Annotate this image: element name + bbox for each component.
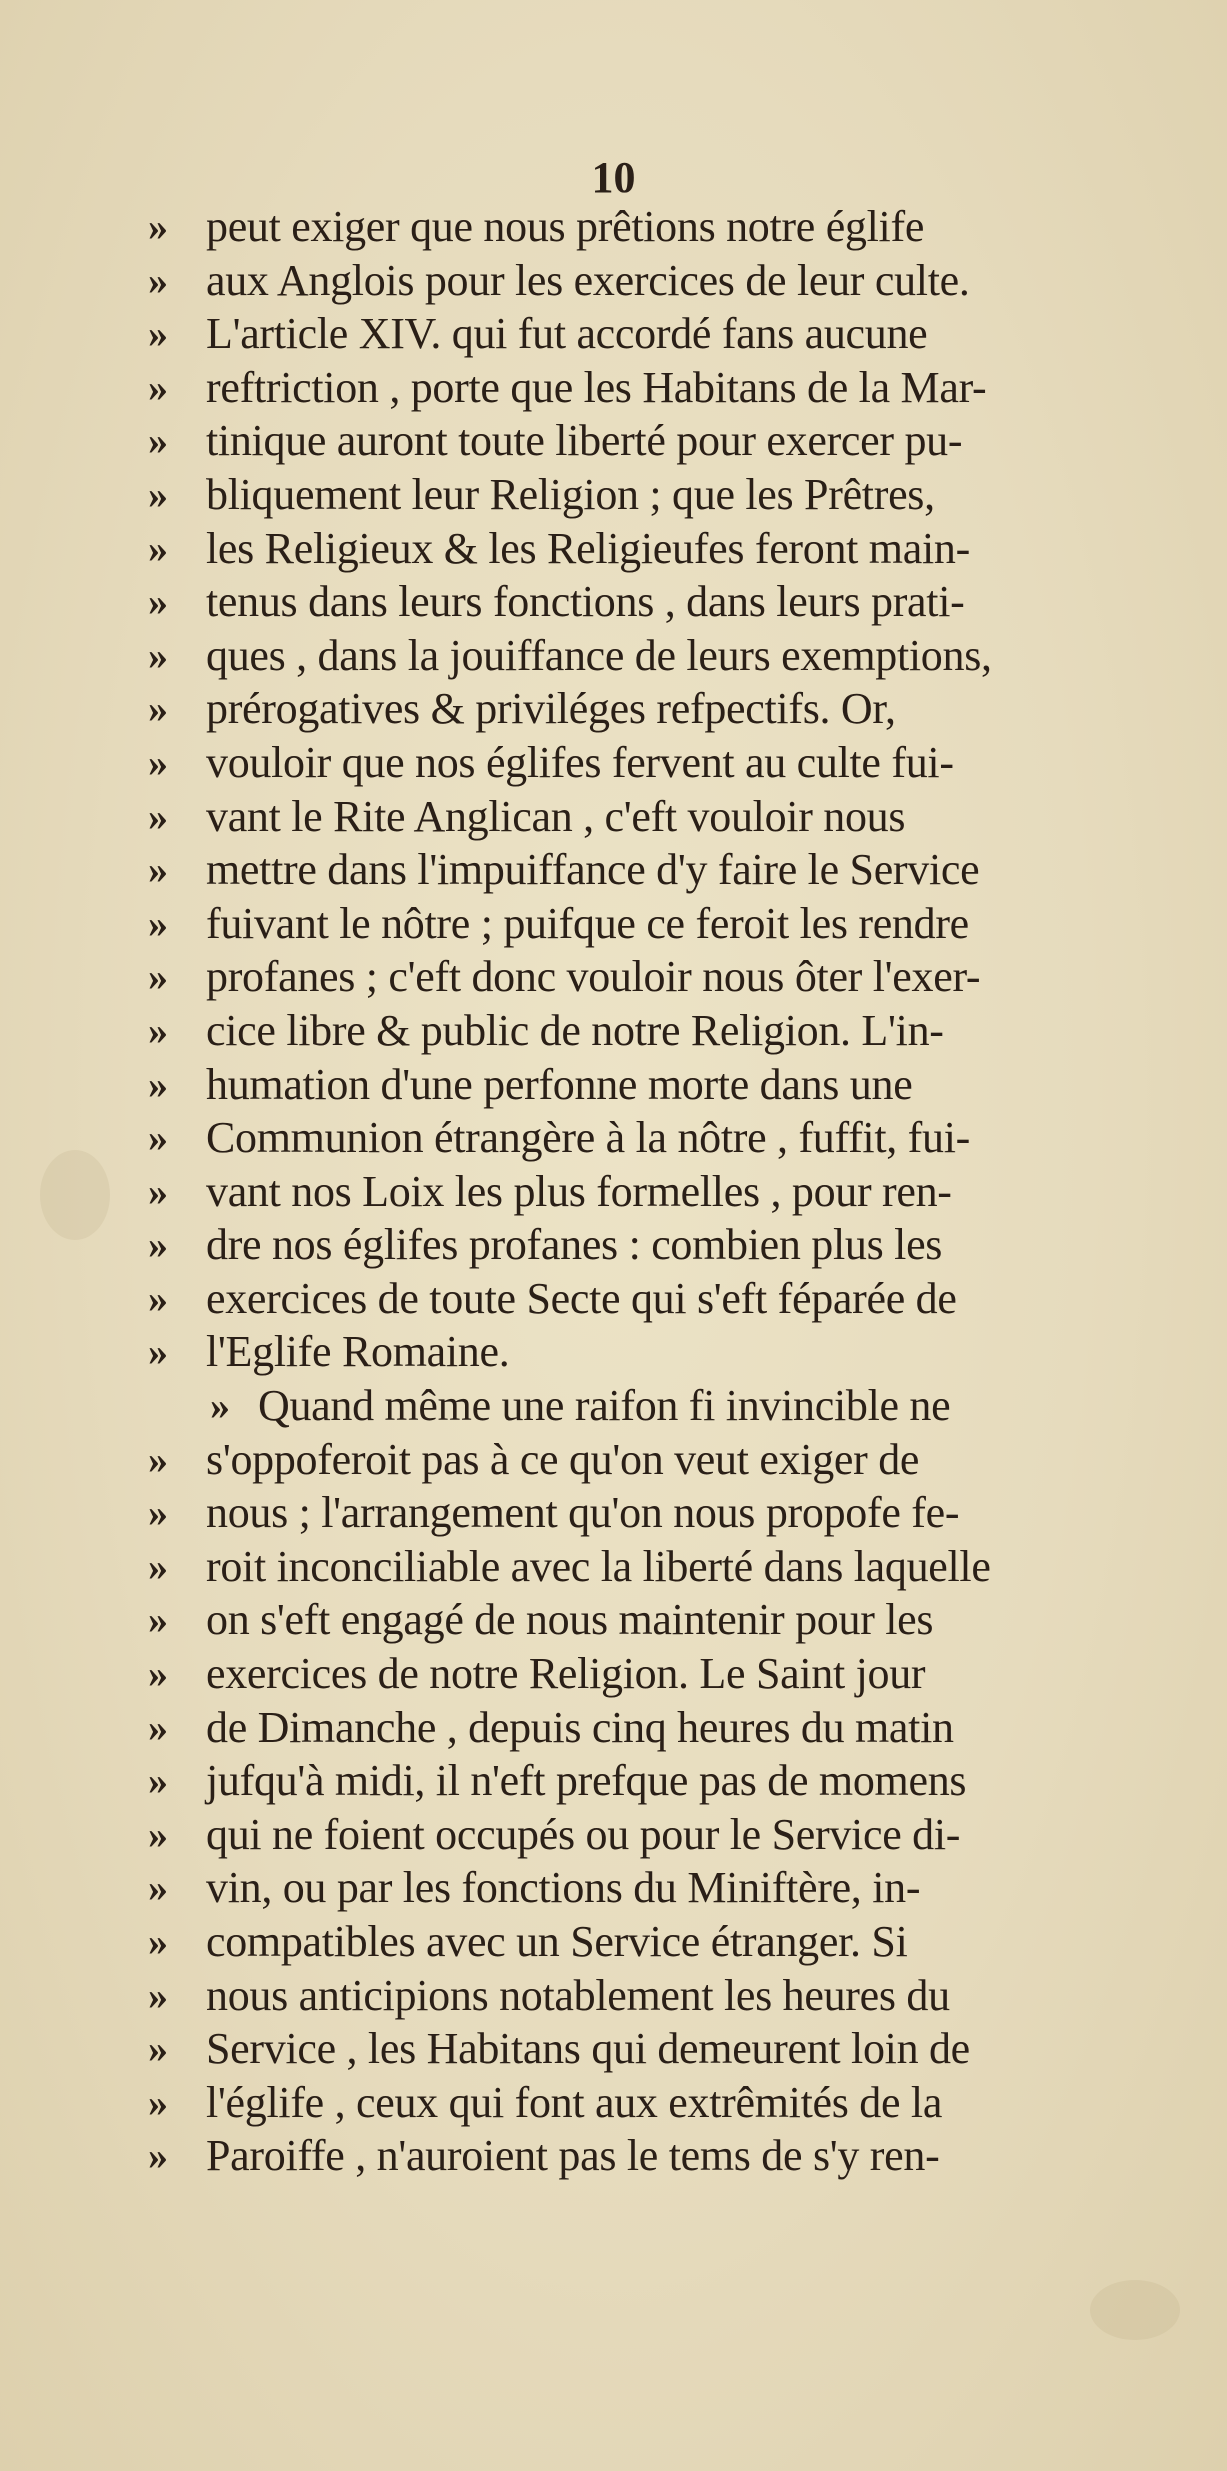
text-line [148,1540,1156,1594]
text-line [148,1486,1156,1540]
quotation-mark: » [148,2079,168,2125]
text-line [148,575,1156,629]
text-line [148,1058,1156,1112]
quotation-mark: » [148,739,168,785]
quotation-mark: » [148,579,168,625]
line-text: Communion étrangère à la nôtre , fuffit, fui- [206,1113,970,1163]
quotation-mark: » [148,1168,168,1214]
line-text: qui ne foient occupés ou pour le Service di- [206,1809,961,1859]
line-text: peut exiger que nous prêtions notre églife [206,202,925,251]
text-line [148,1165,1156,1219]
quotation-mark: » [148,2026,168,2072]
line-text: l'églife , ceux qui font aux extrêmités de la [206,2077,943,2127]
text-line [148,682,1156,736]
text-line [148,1593,1156,1647]
line-text: nous anticipions notablement les heures du [206,1970,950,2020]
line-text: tinique auront toute liberté pour exercer pu- [206,416,963,466]
quotation-mark: » [148,1222,168,1268]
line-text: l'Eglife Romaine. [206,1327,510,1377]
quotation-mark: » [148,364,168,410]
quotation-mark: » [148,900,168,946]
line-text: s'oppoferoit pas à ce qu'on veut exiger de [206,1434,920,1484]
quotation-mark: » [148,257,168,303]
quotation-mark: » [148,686,168,732]
line-text: profanes ; c'eft donc vouloir nous ôter l'exer- [206,952,981,1002]
paper-stain [40,1150,110,1240]
quotation-mark: » [148,793,168,839]
quotation-mark: » [148,1329,168,1375]
line-text: ques , dans la jouiffance de leurs exemptions, [206,630,992,680]
line-text: dre nos églifes profanes : combien plus les [206,1220,943,1270]
line-text: reftriction , porte que les Habitans de la Mar- [206,362,987,412]
line-text: aux Anglois pour les exercices de leur culte. [206,255,970,305]
quotation-mark: » [148,1758,168,1804]
quotation-mark: » [148,471,168,517]
text-line [148,1969,1156,2023]
quotation-mark: » [148,1007,168,1053]
text-line [148,843,1156,897]
text-line [148,1379,1156,1433]
line-text: tenus dans leurs fonctions , dans leurs prati- [206,577,965,627]
text-line [148,897,1156,951]
text-line [148,1701,1156,1755]
text-line [148,1808,1156,1862]
text-line [148,1647,1156,1701]
text-line [148,1433,1156,1487]
text-line [148,736,1156,790]
quotation-mark: » [148,632,168,678]
quotation-mark: » [148,1811,168,1857]
text-line [148,1915,1156,1969]
quotation-mark: » [148,1704,168,1750]
text-line [148,522,1156,576]
paper-stain [1090,2280,1180,2340]
text-line [148,254,1156,308]
quotation-mark: » [148,1275,168,1321]
quotation-mark: » [148,1543,168,1589]
line-text: bliquement leur Religion ; que les Prêtres, [206,469,935,519]
line-text: Paroiffe , n'auroient pas le tems de s'y ren- [206,2131,940,2181]
text-line [148,2022,1156,2076]
line-text: roit inconciliable avec la liberté dans laquelle [206,1541,991,1591]
line-text: vin, ou par les fonctions du Miniftère, in- [206,1863,921,1913]
text-line [148,468,1156,522]
text-line [148,950,1156,1004]
line-text: humation d'une perfonne morte dans une [206,1059,913,1109]
line-text: nous ; l'arrangement qu'on nous propofe fe- [206,1488,960,1538]
quotation-mark: » [148,1490,168,1536]
line-text: cice libre & public de notre Religion. L'in- [206,1005,944,1055]
text-line [148,361,1156,415]
quotation-mark: » [148,525,168,571]
body-text [148,200,1156,2183]
text-line [148,629,1156,683]
quotation-mark: » [148,204,168,249]
line-text: exercices de notre Religion. Le Saint jour [206,1649,926,1699]
line-text: L'article XIV. qui fut accordé fans aucune [206,309,928,359]
text-line [148,1272,1156,1326]
quotation-mark: » [148,1061,168,1107]
text-line [148,414,1156,468]
line-text: vant nos Loix les plus formelles , pour ren- [206,1166,952,1216]
text-line [148,2129,1156,2183]
line-text: Service , les Habitans qui demeurent loin de [206,2024,970,2074]
page-number: 10 [591,153,636,202]
line-text: mettre dans l'impuiffance d'y faire le Service [206,845,980,895]
text-line [148,1111,1156,1165]
quotation-mark: » [148,1436,168,1482]
text-line [148,1861,1156,1915]
line-text: jufqu'à midi, il n'eft prefque pas de momens [206,1756,967,1806]
quotation-mark: » [210,1383,230,1429]
quotation-mark: » [148,1651,168,1697]
quotation-mark: » [148,1115,168,1161]
text-line [148,1754,1156,1808]
text-line [148,2076,1156,2130]
line-text: exercices de toute Secte qui s'eft féparée de [206,1273,957,1323]
quotation-mark: » [148,1972,168,2018]
quotation-mark: » [148,1919,168,1964]
text-line [148,1004,1156,1058]
text-line [148,1325,1156,1379]
text-line [148,200,1156,254]
quotation-mark: » [148,847,168,893]
line-text: les Religieux & les Religieufes feront main- [206,523,970,573]
quotation-mark: » [148,1865,168,1911]
quotation-mark: » [148,1597,168,1643]
text-line [148,790,1156,844]
quotation-mark: » [148,954,168,1000]
line-text: de Dimanche , depuis cinq heures du matin [206,1702,954,1752]
line-text: fuivant le nôtre ; puifque ce feroit les rendre [206,898,969,948]
line-text: vouloir que nos églifes fervent au culte fui- [206,737,954,787]
quotation-mark: » [148,2133,168,2179]
line-text: Quand même une raifon fi invincible ne [258,1381,951,1431]
line-text: vant le Rite Anglican , c'eft vouloir nous [206,791,906,841]
quotation-mark: » [148,311,168,357]
text-line [148,1218,1156,1272]
text-line [148,307,1156,361]
line-text: compatibles avec un Service étranger. Si [206,1917,908,1966]
line-text: prérogatives & priviléges refpectifs. Or, [206,684,896,734]
line-text: on s'eft engagé de nous maintenir pour les [206,1595,934,1645]
quotation-mark: » [148,418,168,464]
